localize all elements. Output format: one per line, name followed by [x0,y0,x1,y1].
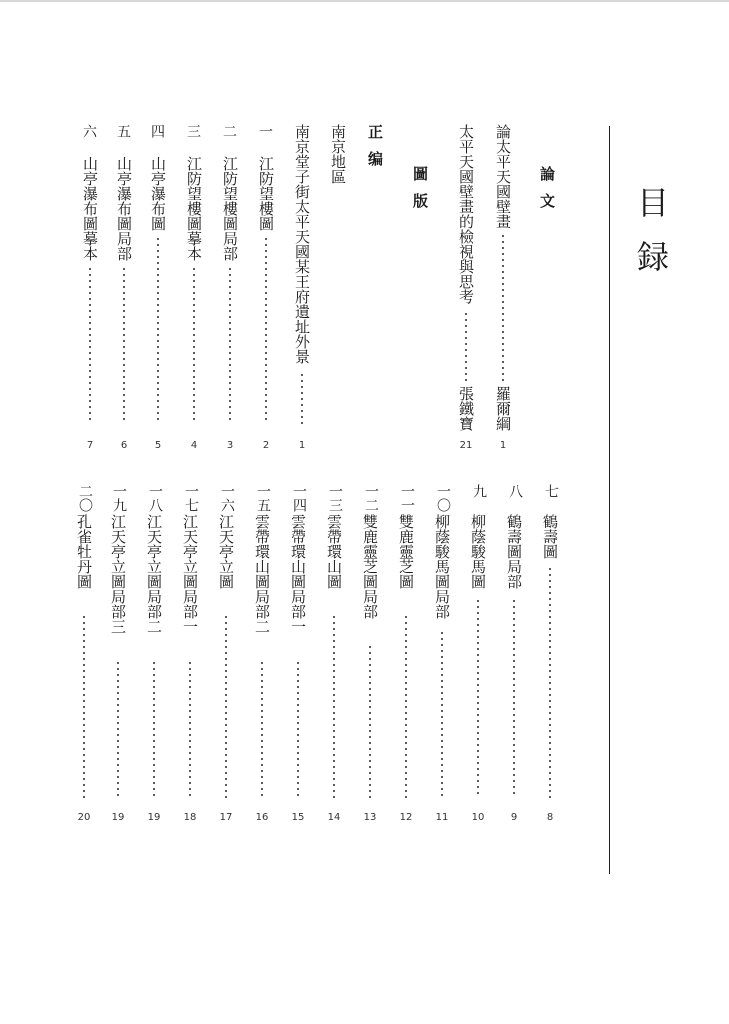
page-number: 13 [363,812,377,823]
toc-entry-number: 一四 [291,484,307,512]
toc-entry-title: 山亭瀑布圖局部 [115,156,133,261]
page-number: 17 [219,812,233,823]
page-number: 11 [435,812,449,823]
page-number: 4 [190,440,198,451]
toc-entry-number: 一〇 [435,484,451,512]
toc-entry-title: 江天亭立圖 [217,514,235,589]
toc-leader [513,598,515,798]
toc-leader [502,233,504,383]
toc-entry-number: 一一 [399,484,415,512]
toc-entry-number: 九 [471,484,487,498]
page-number: 12 [399,812,413,823]
toc-leader [153,660,155,798]
page-number: 7 [86,440,94,451]
toc-entry-number: 三 [185,124,201,138]
toc-leader [405,614,407,798]
toc-leader [229,266,231,424]
toc-entry-title: 江防望樓圖 [257,156,275,231]
toc-entry-title: 南京堂子街太平天國某王府遺址外景 [293,124,311,364]
toc-entry-title: 鶴壽圖局部 [505,514,523,589]
toc-leader [89,266,91,424]
toc-entry-title: 雙鹿靈芝圖 [397,514,415,589]
essay-author: 羅爾綱 [494,386,512,431]
toc-leader [193,266,195,424]
section-heading-essays: 論文 [538,166,556,220]
essay-author: 張鐵寶 [457,386,475,431]
toc-leader [83,614,85,798]
toc-entry-title: 雲帶環山圖局部二 [253,514,271,634]
toc-leader [477,598,479,798]
toc-entry-title: 雙鹿靈芝圖局部 [361,514,379,619]
page-number: 18 [183,812,197,823]
page-number: 1 [499,440,507,451]
toc-entry-number: 五 [115,124,131,138]
page-number: 15 [291,812,305,823]
toc-leader [301,372,303,424]
essay-title: 論太平天國壁畫 [494,124,512,229]
page-number: 5 [154,440,162,451]
toc-entry-number: 一八 [147,484,163,512]
page-number: 6 [120,440,128,451]
page-title: 目録 [632,186,670,294]
page-number: 1 [298,440,306,451]
toc-entry-title: 雲帶環山圖 [325,514,343,589]
toc-entry-number: 一七 [183,484,199,512]
toc-entry-number: 一五 [255,484,271,512]
toc-entry-title: 柳蔭駿馬圖 [469,514,487,589]
toc-leader [369,644,371,798]
toc-entry-title: 江防望樓圖局部 [221,156,239,261]
essay-title: 太平天國壁畫的檢視與思考 [457,124,475,304]
toc-entry-number: 一六 [219,484,235,512]
vertical-divider [609,126,610,874]
toc-entry-number: 八 [507,484,523,498]
toc-entry-title: 江天亭立圖局部一 [181,514,199,634]
toc-leader [189,660,191,798]
toc-entry-title: 山亭瀑布圖 [149,156,167,231]
toc-entry-number: 四 [149,124,165,138]
page-number: 10 [471,812,485,823]
toc-leader [465,311,467,383]
toc-leader [441,630,443,798]
section-heading-main: 正编 [366,124,384,178]
toc-leader [297,660,299,798]
page-number: 14 [327,812,341,823]
toc-entry-title: 孔雀牡丹圖 [75,514,93,589]
toc-leader [157,236,159,424]
toc-entry-title: 柳蔭駿馬圖局部 [433,514,451,619]
page-number: 20 [77,812,91,823]
section-heading-region: 南京地區 [329,124,347,184]
toc-leader [549,566,551,798]
toc-entry-number: 二〇 [77,484,93,512]
toc-entry-number: 二 [221,124,237,138]
toc-entry-number: 一二 [363,484,379,512]
toc-entry-title: 江防望樓圖摹本 [185,156,203,261]
toc-entry-title: 鶴壽圖 [541,514,559,559]
page-number: 2 [262,440,270,451]
page-number: 19 [147,812,161,823]
toc-leader [225,614,227,798]
toc-entry-title: 山亭瀑布圖摹本 [81,156,99,261]
toc-entry-title: 江天亭立圖局部三 [109,514,127,634]
toc-leader [265,236,267,424]
toc-entry-number: 一三 [327,484,343,512]
toc-leader [117,660,119,798]
toc-entry-title: 雲帶環山圖局部一 [289,514,307,634]
section-heading-plates: 圖版 [411,166,429,220]
toc-leader [333,614,335,798]
page-number: 19 [111,812,125,823]
page-number: 3 [226,440,234,451]
toc-entry-number: 七 [543,484,559,498]
page-number: 16 [255,812,269,823]
page-number: 8 [546,812,554,823]
page-number: 9 [510,812,518,823]
page-number: 21 [459,440,473,451]
toc-leader [123,266,125,424]
top-border [0,0,729,2]
toc-entry-number: 一九 [111,484,127,512]
toc-entry-title: 江天亭立圖局部二 [145,514,163,634]
toc-entry-number: 六 [81,124,97,138]
toc-entry-number: 一 [257,124,273,138]
toc-leader [261,660,263,798]
